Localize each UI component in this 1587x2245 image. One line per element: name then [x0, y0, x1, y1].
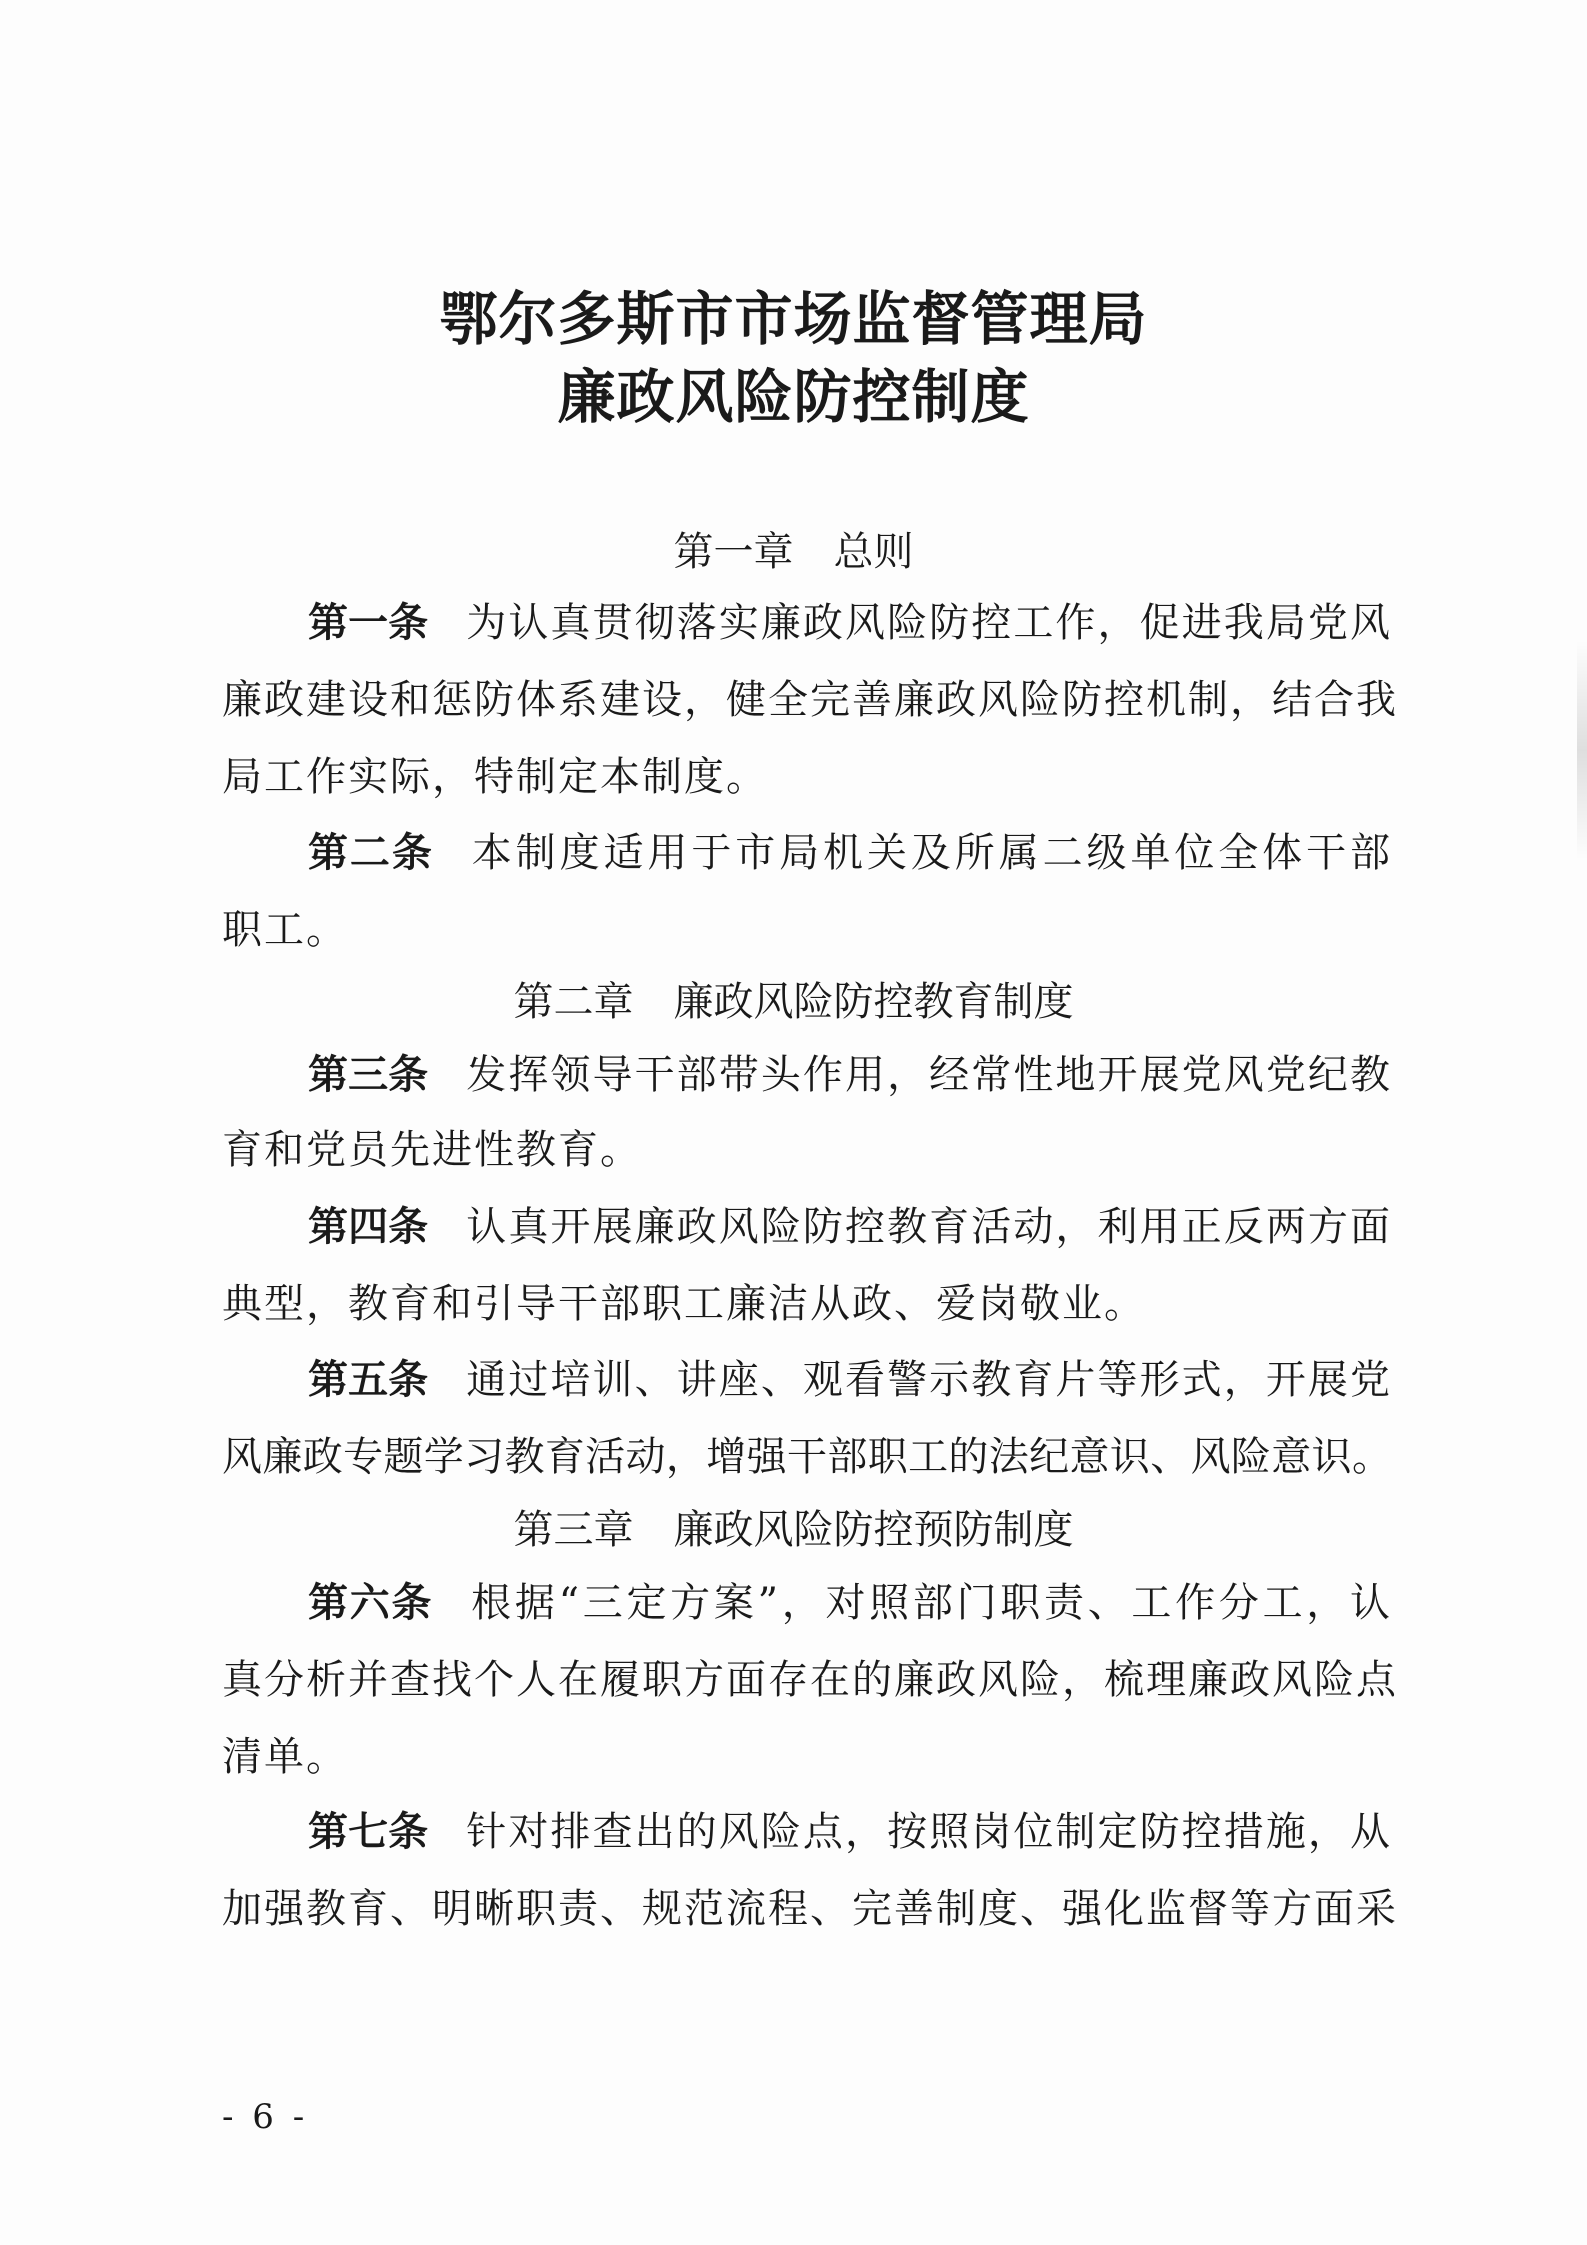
article-6-label: 第六条	[308, 1580, 434, 1626]
scan-artifact	[1577, 640, 1587, 860]
article-7-text1: 针对排查出的风险点，按照岗位制定防控措施，从	[466, 1809, 1392, 1855]
article-7-label: 第七条	[308, 1809, 429, 1855]
chapter-1-heading: 第一章 总则	[673, 529, 914, 575]
article-4-label: 第四条	[308, 1204, 429, 1250]
article-6-line1	[308, 1580, 1392, 1626]
article-2-text1: 本制度适用于市局机关及所属二级单位全体干部	[471, 830, 1393, 876]
article-1-text1: 为认真贯彻落实廉政风险防控工作，促进我局党风	[466, 600, 1392, 646]
article-6-line2: 真分析并查找个人在履职方面存在的廉政风险，梳理廉政风险点	[222, 1657, 1398, 1703]
article-1-line2: 廉政建设和惩防体系建设，健全完善廉政风险防控机制，结合我	[222, 677, 1398, 723]
article-4-text1: 认真开展廉政风险防控教育活动，利用正反两方面	[466, 1204, 1392, 1250]
article-2-line2: 职工。	[222, 907, 348, 953]
article-6-text1: 根据“三定方案”，对照部门职责、工作分工，认	[471, 1580, 1392, 1626]
article-4-line1	[308, 1204, 1392, 1250]
article-3-label: 第三条	[308, 1052, 429, 1098]
article-3-line1	[308, 1052, 1392, 1098]
article-5-label: 第五条	[308, 1357, 429, 1403]
article-4-line2: 典型，教育和引导干部职工廉洁从政、爱岗敬业。	[222, 1281, 1146, 1327]
article-2-label: 第二条	[308, 830, 434, 876]
article-1-label: 第一条	[308, 600, 429, 646]
article-1-line3: 局工作实际，特制定本制度。	[222, 754, 768, 800]
article-2-line1	[308, 830, 1393, 876]
document-title-line2: 廉政风险防控制度	[557, 363, 1030, 431]
article-5-line1	[308, 1357, 1392, 1403]
article-6-line3: 清单。	[222, 1734, 348, 1780]
article-1-line1	[308, 600, 1392, 646]
article-5-text1: 通过培训、讲座、观看警示教育片等形式，开展党	[466, 1357, 1392, 1403]
article-7-line1	[308, 1809, 1392, 1855]
article-3-text1: 发挥领导干部带头作用，经常性地开展党风党纪教	[466, 1052, 1392, 1098]
page-number: - 6 -	[222, 2097, 309, 2137]
document-title-line1: 鄂尔多斯市市场监督管理局	[439, 285, 1148, 353]
article-3-line2: 育和党员先进性教育。	[222, 1127, 642, 1173]
article-5-line2: 风廉政专题学习教育活动，增强干部职工的法纪意识、风险意识。	[222, 1434, 1392, 1480]
chapter-2-heading: 第二章 廉政风险防控教育制度	[513, 979, 1074, 1025]
chapter-3-heading: 第三章 廉政风险防控预防制度	[513, 1507, 1074, 1553]
article-7-line2: 加强教育、明晰职责、规范流程、完善制度、强化监督等方面采	[222, 1886, 1398, 1932]
